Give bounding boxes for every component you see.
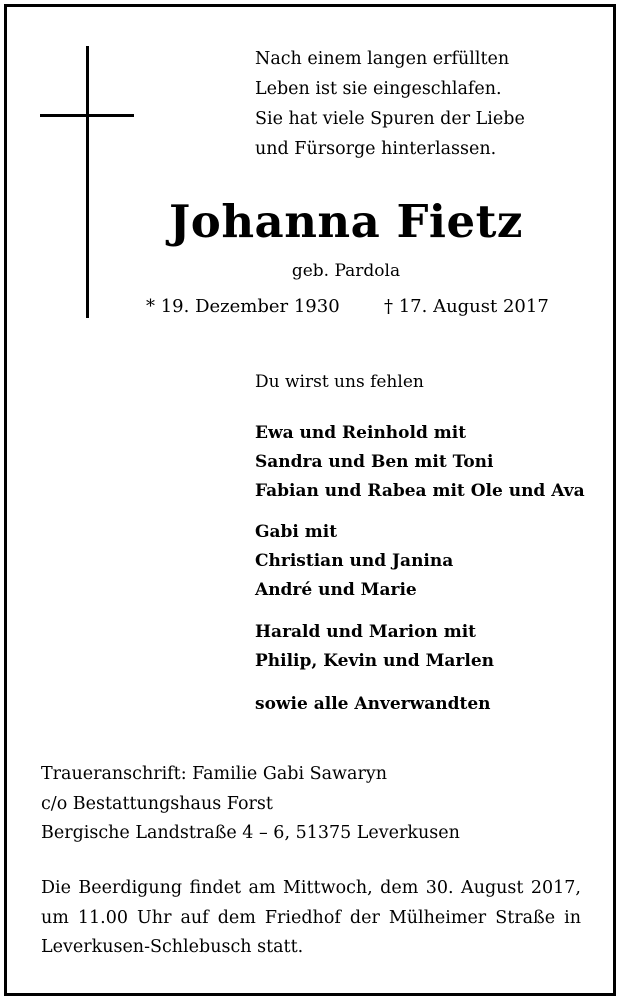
death-date: † 17. August 2017 xyxy=(384,296,549,317)
funeral-line: um 11.00 Uhr auf dem Friedhof der Mülheimer Straße in xyxy=(41,907,581,928)
mourner-group xyxy=(255,618,494,676)
poem-line: Nach einem langen erfüllten xyxy=(255,49,510,69)
mourner-line: Philip, Kevin und Marlen xyxy=(255,651,495,671)
poem-line: Leben ist sie eingeschlafen. xyxy=(255,79,502,99)
mourner-line: sowie alle Anverwandten xyxy=(255,694,491,714)
mourner-line: Harald und Marion mit xyxy=(255,622,476,642)
farewell-text: Du wirst uns fehlen xyxy=(255,372,424,392)
mourner-group xyxy=(255,690,491,719)
birth-date: * 19. Dezember 1930 xyxy=(146,296,340,317)
funeral-line: Die Beerdigung findet am Mittwoch, dem 30. August 2017, xyxy=(41,878,581,898)
mourning-address xyxy=(41,760,460,849)
mourner-line: Ewa und Reinhold mit xyxy=(255,423,467,443)
address-line: Traueranschrift: Familie Gabi Sawaryn xyxy=(41,764,387,784)
mourner-line: Gabi mit xyxy=(255,522,338,542)
cross-icon-crossbar xyxy=(40,114,134,117)
address-line: Bergische Landstraße 4 – 6, 51375 Leverkusen xyxy=(41,823,460,843)
mourner-line: Sandra und Ben mit Toni xyxy=(255,452,494,472)
funeral-line: Leverkusen-Schlebusch statt. xyxy=(41,937,304,957)
mourner-line: Fabian und Rabea mit Ole und Ava xyxy=(255,481,585,501)
poem-line: Sie hat viele Spuren der Liebe xyxy=(255,109,525,129)
address-line: c/o Bestattungshaus Forst xyxy=(41,793,273,814)
mourner-line: André und Marie xyxy=(255,580,417,600)
mourner-group xyxy=(255,518,453,605)
mourner-line: Christian und Janina xyxy=(255,551,454,571)
poem-line: und Fürsorge hinterlassen. xyxy=(255,139,497,159)
deceased-name: Johanna Fietz xyxy=(169,195,523,248)
mourner-group xyxy=(255,419,585,506)
maiden-name: geb. Pardola xyxy=(291,261,401,281)
funeral-info xyxy=(41,874,581,963)
poem xyxy=(255,44,525,164)
